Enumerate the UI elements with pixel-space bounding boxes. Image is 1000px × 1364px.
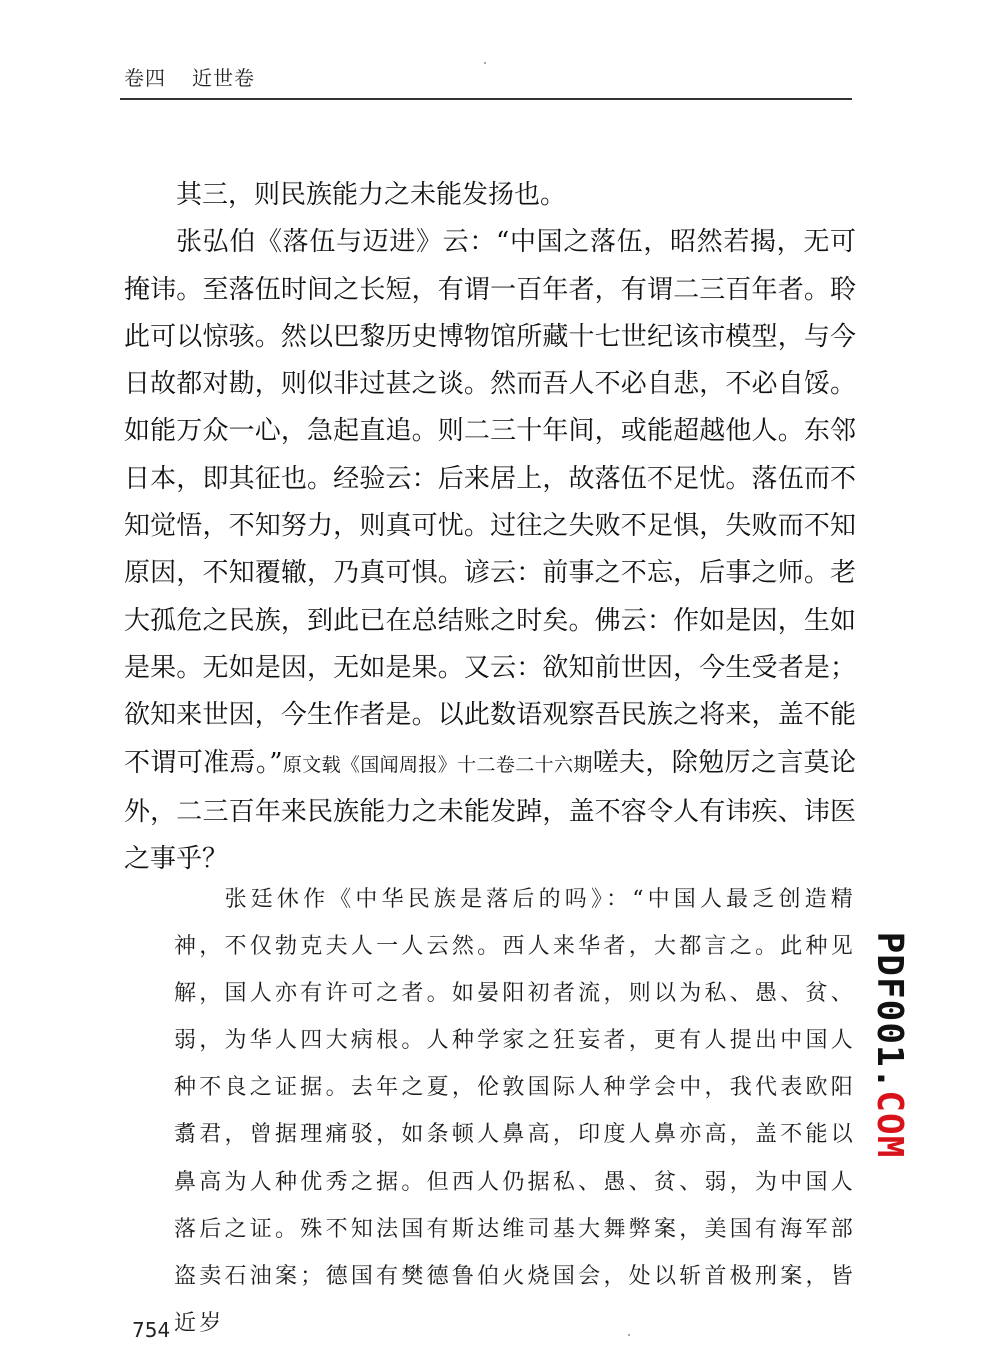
- running-header: [124, 62, 255, 91]
- paragraph-2: [124, 219, 856, 883]
- block-quote: [174, 876, 856, 1347]
- watermark-part-2: COM: [869, 1090, 910, 1159]
- watermark-text: [869, 931, 910, 1159]
- section-title: 近世卷: [192, 66, 255, 90]
- scan-speck: [484, 62, 486, 64]
- quote-paragraph: 张廷休作《中华民族是落后的吗》：“中国人最乏创造精神，不仅勃克夫人一人云然。西人来华者，大都言之。此种见解，国人亦有许可之者。如晏阳初者流，则以为私、愚、贫、弱，为华人四大病根。人种学家之狂妄者，更有人提出中国人种不良之证据。去年之夏，伦敦国际人种学会中，我代表欧阳翥君，曾据理痛驳，如条顿人鼻高，印度人鼻亦高，盖不能以鼻高为人种优秀之据。但西人仍据私、愚、贫、弱，为中国人落后之证。殊不知法国有斯达维司基大舞弊案，美国有海军部盗卖石油案；德国有樊德鲁伯火烧国会，处以斩首极刑案，皆近岁: [174, 887, 856, 1336]
- paragraph-1: 其三，则民族能力之未能发扬也。: [176, 180, 567, 210]
- paragraph-2-main: 张弘伯《落伍与迈进》云：“中国之落伍，昭然若揭，无可掩讳。至落伍时间之长短，有谓一百年者，有谓二三百年者。聆此可以惊骇。然以巴黎历史博物馆所藏十七世纪该市模型，与今日故都对勘，则似非过甚之谈。然而吾人不必自悲，不必自馁。如能万众一心，急起直追。则二三十年间，或能超越他人。东邻日本，即其征也。经验云：后来居上，故落伍不足忧。落伍而不知觉悟，不知努力，则真可忧。过往之失败不足惧，失败而不知原因，不知覆辙，乃真可惧。谚云：前事之不忘，后事之师。老大孤危之民族，到此已在总结账之时矣。佛云：作如是因，生如是果。无如是因，无如是果。又云：欲知前世因，今生受者是；欲知来世因，今生作者是。以此数语观察吾民族之将来，盖不能不谓可准焉。”: [124, 227, 856, 778]
- watermark-part-1: PDF001.: [869, 931, 910, 1091]
- source-note: 原文载《国闻周报》十二卷二十六期: [282, 753, 593, 776]
- watermark: [866, 920, 912, 1170]
- paragraph-2-tail: 嗟夫，除勉厉之言莫论外，二三百年来民族能力之未能发踔，盖不容令人有讳疾、讳医之事乎？: [124, 747, 856, 875]
- volume-label: 卷四: [124, 66, 166, 90]
- main-text: [124, 172, 856, 883]
- header-rule: [120, 98, 852, 100]
- page-number: 754: [132, 1318, 171, 1342]
- scan-speck: [628, 1334, 630, 1336]
